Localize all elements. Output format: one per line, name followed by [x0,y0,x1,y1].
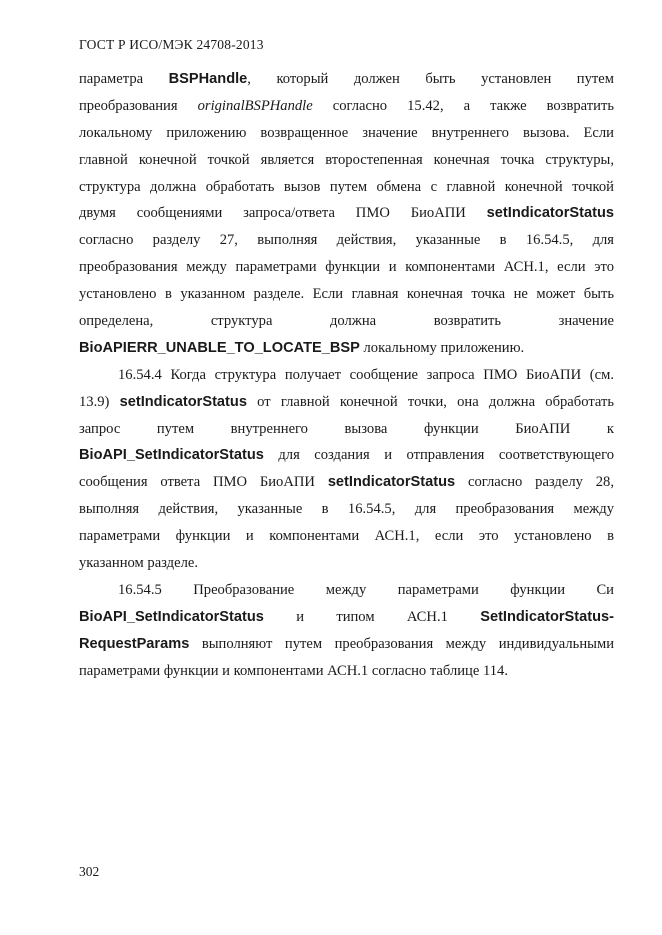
paragraph-2 [79,362,614,577]
text-span: для создания и отправления соответствующего [278,447,614,464]
text-line [79,66,614,93]
code-term: setIndicatorStatus [327,474,456,491]
text-span: 13.9) [79,393,110,410]
text-span: преобразования [79,97,178,114]
text-line: выполняя действия, указанные в 16.54.5, для преобразования между [79,501,614,518]
text-line: запрос путем внутреннего вызова функции БиоАПИ к [79,420,614,437]
text-line: согласно разделу 27, выполняя действия, указанные в 16.54.5, для [79,232,614,249]
text-span: согласно разделу 28, [467,474,614,491]
text-line: главной конечной точкой является второстепенная конечная точка структуры, [79,151,614,168]
paragraph-3 [79,577,614,685]
text-line: структура должна обработать вызов путем обмена с главной конечной точкой [79,178,614,195]
text-span: локальному приложению. [363,339,525,356]
text-span: сообщения ответа ПМО БиоАПИ [79,474,315,491]
italic-term: originalBSPHandle [197,97,313,114]
code-term: BioAPI_SetIndicatorStatus [79,447,264,464]
code-term: RequestParams [79,635,190,652]
code-term: setIndicatorStatus [119,393,247,410]
text-line: указанном разделе. [79,555,198,572]
body-text [79,66,614,684]
text-line: параметрами функции и компонентами АСН.1 согласно таблице 114. [79,662,508,679]
text-line: установлено в указанном разделе. Если главная конечная точка не может быть [79,286,614,303]
text-span: выполняют путем преобразования между индивидуальными [201,635,614,652]
text-line [79,604,614,631]
text-line [79,442,614,469]
text-line: параметрами функции и компонентами АСН.1, если это установлено в [79,528,614,545]
page-number: 302 [79,864,100,879]
text-line: 16.54.5 Преобразование между параметрами функции Си [118,581,614,598]
code-term: BioAPI_SetIndicatorStatus [79,608,264,625]
text-line: преобразования между параметрами функции и компонентами АСН.1, если это [79,259,614,276]
text-span: параметра [79,71,144,87]
text-line [79,631,614,658]
text-line [79,335,614,362]
document-header: ГОСТ Р ИСО/МЭК 24708-2013 [79,37,264,52]
text-line [79,389,614,416]
paragraph-1 [79,66,614,362]
text-line: 16.54.4 Когда структура получает сообщение запроса ПМО БиоАПИ (см. [118,366,614,383]
text-span: и типом АСН.1 [296,608,448,625]
text-line [79,469,614,496]
code-term: BSPHandle [168,71,248,87]
text-line: определена, структура должна возвратить значение [79,313,614,330]
text-line: локальному приложению возвращенное значение внутреннего вызова. Если [79,124,614,141]
code-term: BioAPIERR_UNABLE_TO_LOCATE_BSP [79,339,360,356]
text-span: от главной конечной точки, она должна обработать [257,393,614,410]
code-term: setIndicatorStatus [486,205,614,222]
text-line [79,200,614,227]
text-span: согласно 15.42, а также возвратить [332,97,614,114]
text-span: двумя сообщениями запроса/ответа ПМО БиоАПИ [79,205,466,222]
text-line [79,93,614,120]
text-span: , который должен быть установлен путем [247,71,614,87]
code-term: SetIndicatorStatus- [480,608,614,625]
